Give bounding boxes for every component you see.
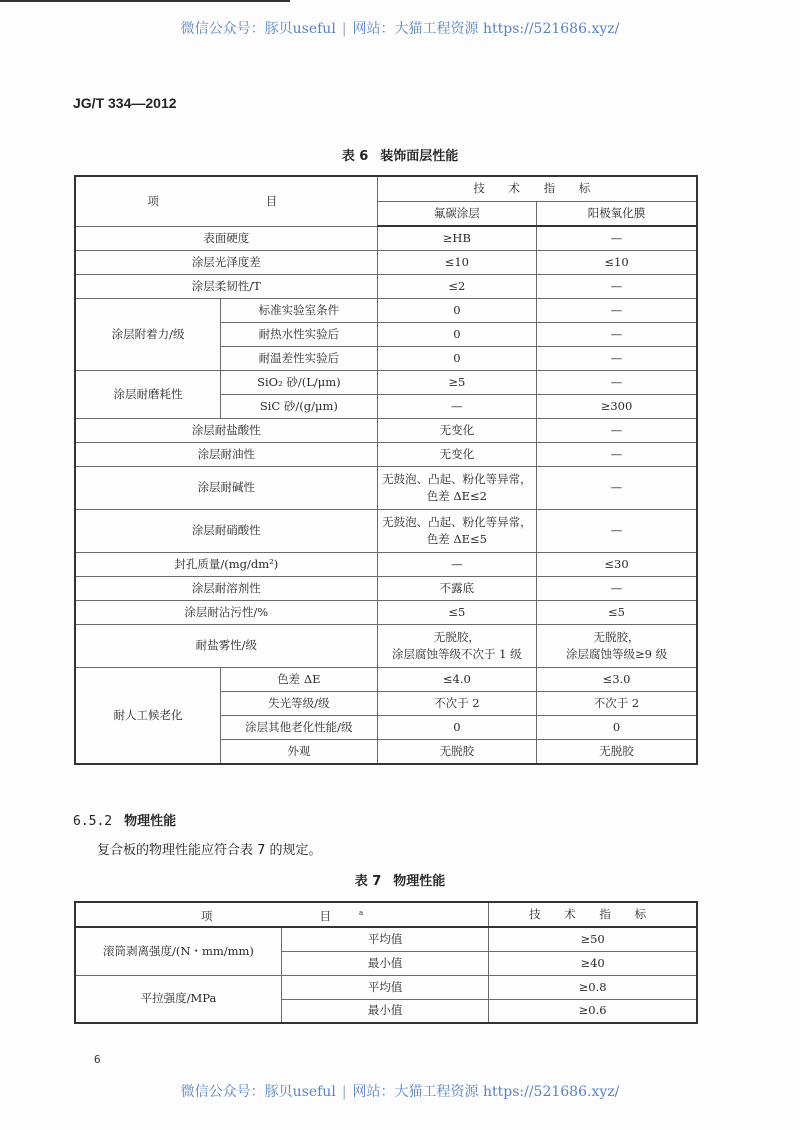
page-number: 6 [94, 1053, 101, 1066]
table-row: 涂层耐沾污性/% ≤5 ≤5 [75, 600, 697, 624]
table-row: 滚筒剥离强度/(N・mm/mm) 平均值 ≥50 [75, 927, 697, 951]
table-row: 失光等级/级 不次于 2 不次于 2 [75, 691, 697, 715]
watermark-bottom [0, 1081, 800, 1101]
header-anodic-oxide: 阳极氧化膜 [537, 201, 697, 226]
group-abrasion: 涂层耐磨耗性 [75, 370, 221, 418]
watermark-left: 微信公众号：豚贝useful [180, 1084, 336, 1100]
table-row: 耐盐雾性/级 无脱胶， 涂层腐蚀等级不次于 1 级 无脱胶， 涂层腐蚀等级≥9 级 [75, 624, 697, 667]
table-row: SiC 砂/(g/μm) — ≥300 [75, 394, 697, 418]
watermark-right: 网站：大猫工程资源 https://521686.xyz/ [352, 21, 620, 37]
table-row: 耐温差性实验后 0 — [75, 346, 697, 370]
table-row: 涂层附着力/级 标准实验室条件 0 — [75, 298, 697, 322]
group-roller-peel: 滚筒剥离强度/(N・mm/mm) [75, 927, 281, 975]
table6-caption-number: 表 6 [341, 149, 369, 164]
watermark-separator: | [341, 21, 347, 37]
watermark-top [0, 18, 800, 38]
watermark-right: 网站：大猫工程资源 https://521686.xyz/ [352, 1084, 620, 1100]
scan-edge [0, 0, 290, 2]
header-tech: 技 术 指 标 [489, 902, 697, 927]
table-row: 涂层耐磨耗性 SiO₂ 砂/(L/μm) ≥5 — [75, 370, 697, 394]
table-row: 外观 无脱胶 无脱胶 [75, 739, 697, 764]
table-row: 涂层耐硝酸性 无鼓泡、凸起、粉化等异常， 色差 ΔE≤5 — [75, 509, 697, 552]
table7-caption-number: 表 7 [354, 874, 382, 889]
table-row: 涂层柔韧性/T ≤2 — [75, 274, 697, 298]
table-row: 平拉强度/MPa 平均值 ≥0.8 [75, 975, 697, 999]
table-row: 涂层其他老化性能/级 0 0 [75, 715, 697, 739]
group-weathering: 耐人工候老化 [75, 667, 221, 764]
table-row: 耐人工候老化 色差 ΔE ≤4.0 ≤3.0 [75, 667, 697, 691]
watermark-left: 微信公众号：豚贝useful [180, 21, 336, 37]
header-tech: 技 术 指 标 [377, 176, 697, 201]
section-title: 物理性能 [124, 814, 177, 829]
table-row: 涂层耐碱性 无鼓泡、凸起、粉化等异常， 色差 ΔE≤2 — [75, 466, 697, 509]
table-row: 封孔质量/(mg/dm²) — ≤30 [75, 552, 697, 576]
standard-code: JG/T 334—2012 [73, 95, 177, 111]
table-row: 涂层耐溶剂性 不露底 — [75, 576, 697, 600]
table6-caption [0, 145, 800, 164]
table-row: 耐热水性实验后 0 — [75, 322, 697, 346]
table-row: 表面硬度 ≥HB — [75, 226, 697, 250]
table-row: 涂层耐油性 无变化 — [75, 442, 697, 466]
table7-caption [0, 870, 800, 889]
section-number: 6.5.2 [73, 814, 113, 829]
header-item: 项 目 [75, 176, 377, 226]
table-row: 最小值 ≥0.6 [75, 999, 697, 1023]
table6-caption-title: 装饰面层性能 [380, 149, 459, 164]
watermark-separator: | [341, 1084, 347, 1100]
table-row: 最小值 ≥40 [75, 951, 697, 975]
group-adhesion: 涂层附着力/级 [75, 298, 221, 370]
table7-caption-title: 物理性能 [393, 874, 446, 889]
header-fluorocarbon: 氟碳涂层 [377, 201, 536, 226]
section-heading [73, 810, 176, 829]
table-row: 涂层耐盐酸性 无变化 — [75, 418, 697, 442]
group-flat-tensile: 平拉强度/MPa [75, 975, 281, 1023]
table-decorative-layer-performance [74, 175, 698, 765]
table-row: 涂层光泽度差 ≤10 ≤10 [75, 250, 697, 274]
section-paragraph: 复合板的物理性能应符合表 7 的规定。 [97, 843, 322, 858]
header-item: 项 目$^a$ [75, 902, 489, 927]
table-physical-performance [74, 901, 698, 1024]
